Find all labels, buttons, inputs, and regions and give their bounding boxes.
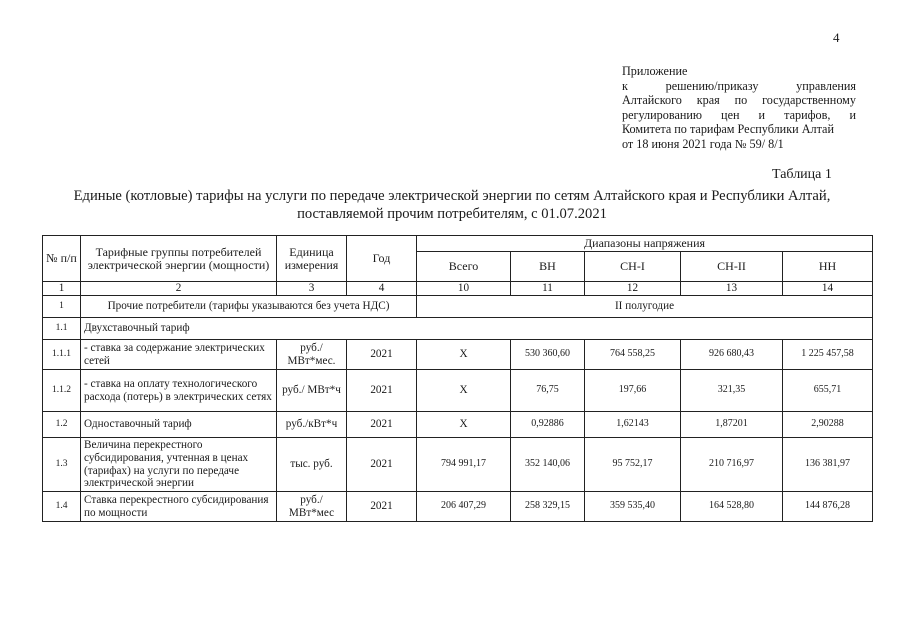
- header-nn: НН: [783, 252, 873, 282]
- document-title: [40, 187, 864, 223]
- column-number: 3: [277, 282, 347, 296]
- subsection-num: 1.1: [43, 318, 81, 340]
- header-unit: Единица измерения: [277, 236, 347, 282]
- table-row: [43, 492, 873, 522]
- row-total: 206 407,29: [417, 492, 511, 522]
- row-year: 2021: [347, 438, 417, 492]
- row-sn2: 1,87201: [681, 412, 783, 438]
- row-vn: 352 140,06: [511, 438, 585, 492]
- row-sn1: 359 535,40: [585, 492, 681, 522]
- row-unit: руб./ МВт*ч: [277, 370, 347, 412]
- table-row: [43, 412, 873, 438]
- row-nn: 1 225 457,58: [783, 340, 873, 370]
- row-num: 1.1.2: [43, 370, 81, 412]
- row-name: - ставка на оплату технологического расхода (потерь) в электрических сетях: [81, 370, 277, 412]
- row-num: 1.4: [43, 492, 81, 522]
- row-sn2: 210 716,97: [681, 438, 783, 492]
- row-total: Х: [417, 370, 511, 412]
- appendix-note: [622, 64, 856, 152]
- row-num: 1.2: [43, 412, 81, 438]
- column-numbers-row: [43, 282, 873, 296]
- table-row: [43, 438, 873, 492]
- row-sn1: 95 752,17: [585, 438, 681, 492]
- header-total: Всего: [417, 252, 511, 282]
- column-number: 4: [347, 282, 417, 296]
- row-nn: 136 381,97: [783, 438, 873, 492]
- row-vn: 258 329,15: [511, 492, 585, 522]
- row-unit: руб./ МВт*мес.: [277, 340, 347, 370]
- appendix-line: Приложение: [622, 64, 688, 78]
- header-num: № п/п: [43, 236, 81, 282]
- row-nn: 2,90288: [783, 412, 873, 438]
- row-num: 1.3: [43, 438, 81, 492]
- appendix-line: к решению/приказу управления: [622, 78, 856, 93]
- section-num: 1: [43, 296, 81, 318]
- row-vn: 76,75: [511, 370, 585, 412]
- row-year: 2021: [347, 340, 417, 370]
- header-sn1: СН-I: [585, 252, 681, 282]
- table-number: Таблица 1: [772, 167, 832, 182]
- section-row: [43, 296, 873, 318]
- row-nn: 144 876,28: [783, 492, 873, 522]
- row-name: Величина перекрестного субсидирования, учтенная в ценах (тарифах) на услуги по передаче электрической энергии: [81, 438, 277, 492]
- row-name: - ставка за содержание электрических сетей: [81, 340, 277, 370]
- row-total: 794 991,17: [417, 438, 511, 492]
- column-number: 12: [585, 282, 681, 296]
- row-total: Х: [417, 412, 511, 438]
- section-period: II полугодие: [417, 296, 873, 318]
- column-number: 10: [417, 282, 511, 296]
- subsection-row: [43, 318, 873, 340]
- row-sn1: 1,62143: [585, 412, 681, 438]
- row-total: Х: [417, 340, 511, 370]
- row-unit: тыс. руб.: [277, 438, 347, 492]
- row-sn2: 164 528,80: [681, 492, 783, 522]
- column-number: 13: [681, 282, 783, 296]
- header-sn2: СН-II: [681, 252, 783, 282]
- row-year: 2021: [347, 370, 417, 412]
- column-number: 11: [511, 282, 585, 296]
- row-sn1: 764 558,25: [585, 340, 681, 370]
- row-sn1: 197,66: [585, 370, 681, 412]
- section-label: Прочие потребители (тарифы указываются без учета НДС): [81, 296, 417, 318]
- row-year: 2021: [347, 412, 417, 438]
- appendix-line: регулированию цен и тарифов, и: [622, 107, 856, 122]
- table-row: [43, 370, 873, 412]
- appendix-line: Алтайского края по государственному: [622, 93, 856, 108]
- title-line: поставляемой прочим потребителям, с 01.07.2021: [297, 206, 607, 222]
- row-sn2: 926 680,43: [681, 340, 783, 370]
- tariff-table: [42, 235, 873, 522]
- appendix-line: Комитета по тарифам Республики Алтай: [622, 122, 834, 137]
- appendix-line: от 18 июня 2021 года № 59/ 8/1: [622, 136, 784, 151]
- row-unit: руб./МВт*мес: [277, 492, 347, 522]
- row-year: 2021: [347, 492, 417, 522]
- row-nn: 655,71: [783, 370, 873, 412]
- row-vn: 530 360,60: [511, 340, 585, 370]
- row-name: Ставка перекрестного субсидирования по мощности: [81, 492, 277, 522]
- header-voltage-ranges: Диапазоны напряжения: [417, 236, 873, 252]
- subsection-label: Двухставочный тариф: [81, 318, 873, 340]
- column-number: 2: [81, 282, 277, 296]
- header-vn: ВН: [511, 252, 585, 282]
- title-line: Единые (котловые) тарифы на услуги по передаче электрической энергии по сетям Алтайского края и Республики Алтай,: [73, 188, 831, 204]
- column-number: 14: [783, 282, 873, 296]
- row-sn2: 321,35: [681, 370, 783, 412]
- row-unit: руб./кВт*ч: [277, 412, 347, 438]
- header-group: Тарифные группы потребителей электрической энергии (мощности): [81, 236, 277, 282]
- header-year: Год: [347, 236, 417, 282]
- row-num: 1.1.1: [43, 340, 81, 370]
- row-name: Одноставочный тариф: [81, 412, 277, 438]
- table-row: [43, 340, 873, 370]
- column-number: 1: [43, 282, 81, 296]
- page-number: 4: [833, 30, 840, 45]
- row-vn: 0,92886: [511, 412, 585, 438]
